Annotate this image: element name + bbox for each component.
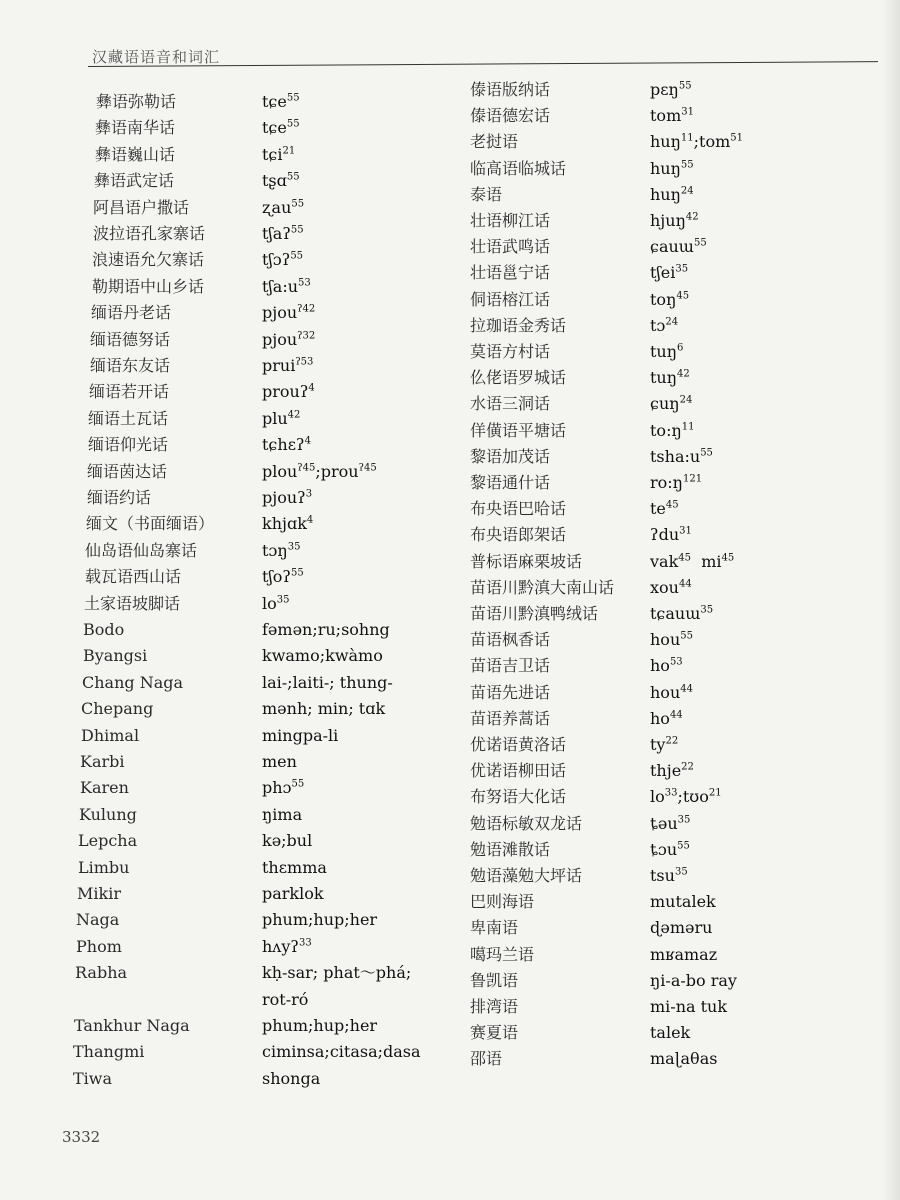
form-text: phum;hup;her — [262, 1016, 378, 1035]
form-text-alt: mi — [691, 551, 722, 571]
language-name: 壮语柳江话 — [470, 211, 551, 230]
page-number: 3332 — [62, 1128, 101, 1146]
tone-superscript: 4 — [306, 515, 314, 527]
page-edge-shadow — [882, 0, 900, 1200]
form-text: ho — [650, 708, 670, 728]
language-name: 苗语枫香话 — [470, 630, 551, 650]
tone-superscript: 55 — [286, 92, 300, 104]
word-form — [262, 752, 297, 772]
word-form — [650, 656, 683, 676]
tone-superscript: 45 — [665, 499, 679, 511]
form-text: pjouʔ — [262, 488, 306, 507]
word-form — [262, 567, 304, 587]
word-form — [650, 735, 678, 755]
form-text: prouʔ — [262, 382, 309, 402]
language-name: 巴则海语 — [470, 892, 535, 912]
word-form — [262, 514, 313, 534]
form-text: ty — [650, 735, 666, 754]
form-text: plou — [262, 461, 298, 481]
form-text: pjou — [262, 329, 298, 349]
tone-superscript: 55 — [291, 198, 305, 210]
language-name: 彝语南华话 — [95, 118, 176, 138]
language-name: 仫佬语罗城话 — [470, 368, 567, 388]
word-form — [262, 541, 300, 561]
word-form — [650, 159, 694, 179]
tone-superscript: 44 — [678, 578, 692, 590]
language-name: 缅语仰光话 — [88, 435, 169, 455]
form-text: talek — [650, 1023, 691, 1043]
language-name: 缅语土瓦话 — [88, 408, 169, 428]
language-name: 临高语临城话 — [470, 158, 567, 178]
word-form — [262, 858, 327, 878]
word-form — [262, 382, 315, 402]
form-text: tʃei — [650, 263, 676, 283]
language-name: Dhimal — [81, 725, 140, 745]
form-text: parklok — [262, 884, 324, 903]
tone-superscript: 55 — [286, 171, 300, 183]
tone-superscript: 35 — [674, 866, 688, 878]
tone-superscript: 55 — [291, 779, 305, 791]
word-form — [650, 368, 690, 388]
tone-superscript: 4 — [308, 383, 315, 395]
tone-superscript: 22 — [665, 735, 679, 747]
language-name: 鲁凯语 — [470, 970, 519, 990]
language-name: Karbi — [80, 752, 125, 771]
word-form — [262, 1042, 421, 1062]
word-form — [262, 224, 304, 244]
form-text: ŋima — [262, 804, 303, 824]
form-text: fəmən;ru;sohng — [262, 620, 390, 639]
word-form — [262, 673, 393, 693]
word-form — [650, 630, 693, 650]
tone-superscript: 55 — [286, 119, 300, 131]
form-text: hou — [650, 630, 681, 650]
word-form — [650, 578, 692, 598]
form-text: kḥ-sar; phat～phá; — [262, 963, 412, 983]
tone-superscript: 24 — [680, 185, 694, 197]
language-name: 缅语茵达话 — [87, 461, 168, 481]
language-name: 苗语吉卫话 — [470, 656, 551, 676]
language-name: 老挝语 — [470, 132, 519, 152]
tone-superscript: 42 — [685, 211, 699, 223]
form-text: to:ŋ — [650, 420, 682, 440]
tone-superscript: 35 — [677, 814, 691, 826]
language-name: 苗语川黔滇大南山话 — [470, 577, 615, 597]
word-form — [650, 185, 694, 205]
word-form — [650, 237, 707, 257]
form-text: kwamo;kwàmo — [262, 646, 383, 666]
form-text: tɕe — [262, 118, 287, 138]
word-form — [650, 892, 716, 912]
tone-superscript: ʔ42 — [297, 303, 316, 315]
tone-superscript: 44 — [669, 709, 683, 721]
form-text: huŋ — [650, 158, 681, 178]
word-form — [650, 683, 693, 703]
language-name: 拉珈语金秀话 — [470, 315, 567, 335]
form-text: tsha:u — [650, 446, 701, 466]
language-name: 载瓦语西山话 — [85, 567, 182, 587]
form-text: tʃoʔ — [262, 567, 291, 587]
form-text: tɕe — [262, 92, 287, 111]
word-form — [262, 1016, 377, 1036]
tone-superscript: 42 — [677, 368, 690, 380]
word-form — [262, 910, 377, 930]
form-text: ʔdu — [650, 525, 680, 545]
tone-superscript: 22 — [681, 761, 694, 773]
form-text: tʂɑ — [262, 171, 287, 191]
word-form — [650, 394, 692, 414]
language-name: 赛夏语 — [470, 1023, 519, 1043]
word-form — [650, 421, 695, 441]
tone-superscript-alt: ʔ45 — [358, 462, 377, 474]
word-form — [262, 198, 304, 218]
tone-superscript: 4 — [304, 435, 311, 447]
form-text: ɕauɯ — [650, 237, 694, 257]
form-text: mutalek — [650, 892, 716, 912]
form-text: tɕi — [262, 144, 283, 164]
word-form — [650, 709, 683, 729]
language-name: 缅语德努话 — [90, 329, 171, 349]
form-text: prui — [262, 356, 296, 375]
form-text: mingpa-li — [262, 725, 339, 745]
form-text: kə;bul — [262, 831, 313, 851]
language-name: 布央语巴哈话 — [470, 499, 567, 519]
language-name: 邵语 — [470, 1049, 503, 1069]
form-text-alt: ;tʊo — [677, 787, 709, 807]
language-name: 傣语德宏话 — [470, 106, 551, 126]
language-name: 莫语方村话 — [470, 342, 551, 361]
tone-superscript: 11 — [680, 133, 694, 145]
language-name: 缅文（书面缅语） — [86, 514, 215, 534]
form-text: pjou — [262, 303, 298, 323]
form-text: tɔŋ — [262, 540, 288, 560]
language-name: 勉语藻勉大坪话 — [470, 866, 583, 885]
form-text: shonga — [262, 1068, 321, 1088]
language-name: 缅语丹老话 — [91, 303, 172, 323]
word-form — [262, 171, 300, 191]
form-text-alt: ;prou — [315, 461, 359, 481]
language-name: 水语三洞话 — [470, 394, 551, 414]
form-text-alt: ;tom — [693, 132, 731, 152]
language-name: 布央语郎架话 — [470, 525, 567, 545]
form-text: ʐau — [262, 197, 292, 217]
word-form — [650, 132, 743, 152]
form-text: ɖəməru — [650, 918, 713, 938]
word-form — [650, 499, 679, 519]
word-form — [650, 918, 712, 938]
tone-superscript: 42 — [287, 409, 301, 421]
tone-superscript: 3 — [305, 488, 313, 500]
language-name: Byangsi — [83, 646, 148, 666]
language-name: 波拉语孔家寨话 — [93, 224, 206, 243]
language-name: 勒期语中山乡话 — [92, 276, 205, 296]
word-form — [262, 462, 377, 482]
word-form — [262, 92, 300, 112]
language-name: 优诺语黄洛话 — [470, 735, 567, 754]
word-form — [650, 106, 694, 126]
language-name: 布努语大化话 — [470, 787, 567, 807]
form-text: plu — [262, 408, 288, 428]
language-name: Karen — [80, 778, 129, 798]
word-form — [262, 726, 338, 746]
language-name: 壮语武鸣话 — [470, 237, 551, 257]
language-name: 缅语若开话 — [89, 382, 170, 402]
form-text: xou — [650, 577, 679, 597]
tone-superscript: 45 — [676, 290, 690, 302]
word-form — [262, 884, 324, 904]
tone-superscript: 55 — [693, 237, 707, 249]
tone-superscript: ʔ32 — [297, 330, 316, 342]
language-name: 仙岛语仙岛寨话 — [85, 540, 198, 560]
word-form — [650, 866, 688, 886]
word-form — [262, 778, 304, 798]
language-name: 缅语约话 — [87, 488, 152, 507]
word-form — [262, 250, 303, 270]
language-name: 苗语养蒿话 — [470, 708, 551, 728]
language-name: 勉语滩散话 — [470, 839, 551, 859]
word-form — [262, 963, 411, 983]
form-text: tom — [650, 106, 682, 126]
form-text: hou — [650, 682, 681, 702]
language-name: 彝语弥勒话 — [96, 92, 177, 111]
form-text: pɛŋ — [650, 80, 679, 99]
form-text: maɭaθas — [650, 1049, 718, 1069]
word-form — [262, 937, 312, 957]
language-name: 侗语榕江话 — [470, 289, 551, 309]
language-name: 卑南语 — [470, 918, 519, 938]
tone-superscript: 121 — [682, 473, 703, 485]
word-form — [650, 473, 702, 493]
word-form — [262, 1069, 320, 1089]
form-text: tuŋ — [650, 342, 678, 361]
form-text: tuŋ — [650, 368, 678, 388]
word-form — [650, 290, 689, 310]
tone-superscript: 33 — [298, 937, 312, 949]
word-form — [262, 831, 312, 851]
form-text: ho — [650, 656, 670, 676]
tone-superscript: 21 — [282, 145, 296, 157]
tone-superscript: 31 — [679, 526, 692, 538]
form-text: ro:ŋ — [650, 473, 683, 492]
language-name: 阿昌语户撒话 — [93, 197, 190, 217]
word-form — [650, 211, 699, 231]
form-text: thje — [650, 761, 682, 781]
language-name: 傣语版纳话 — [470, 80, 551, 99]
tone-superscript: ʔ45 — [297, 462, 316, 474]
form-text: mʁamaz — [650, 944, 718, 964]
word-form — [650, 1023, 690, 1043]
language-name: Lepcha — [78, 831, 138, 851]
language-name: 浪速语允欠寨话 — [92, 250, 205, 270]
language-name: 缅语东友话 — [90, 356, 171, 375]
form-text: ciminsa;citasa;dasa — [262, 1042, 421, 1062]
form-text: phɔ — [262, 778, 292, 798]
form-text: lo — [650, 787, 665, 807]
language-name: 土家语坡脚话 — [84, 593, 181, 613]
word-form — [650, 525, 692, 545]
word-form — [262, 409, 300, 429]
language-name: 壮语邕宁话 — [470, 263, 551, 283]
language-name: 苗语川黔滇鸭绒话 — [470, 604, 599, 623]
form-text: khjɑk — [262, 514, 307, 534]
language-name: 优诺语柳田话 — [470, 761, 567, 781]
form-text: thɛmma — [262, 857, 327, 877]
word-form — [650, 1049, 717, 1069]
form-text: te — [650, 499, 666, 519]
language-name: Tankhur Naga — [74, 1016, 190, 1035]
form-text: rot-ró — [262, 989, 309, 1009]
tone-superscript-alt: 45 — [721, 552, 735, 564]
tone-superscript: 55 — [677, 840, 690, 852]
word-form — [650, 316, 678, 336]
form-text: vak — [650, 551, 679, 571]
language-name: 黎语通什话 — [470, 473, 551, 492]
tone-superscript: 55 — [290, 224, 304, 236]
tone-superscript: 35 — [675, 264, 689, 276]
word-form — [262, 303, 315, 323]
tone-superscript: 31 — [681, 106, 694, 118]
language-name: 苗语先进话 — [470, 682, 551, 702]
tone-superscript: 35 — [287, 541, 301, 553]
form-text: hʌyʔ — [262, 936, 299, 956]
running-header: 汉藏语语音和词汇 — [92, 48, 221, 66]
language-name: Mikir — [77, 884, 121, 903]
form-text: ɕuŋ — [650, 394, 680, 414]
tone-superscript: 24 — [665, 316, 679, 328]
form-text: lo — [262, 593, 277, 613]
word-form — [650, 552, 734, 572]
form-text: huŋ — [650, 184, 681, 204]
language-name: 黎语加茂话 — [470, 446, 551, 466]
tone-superscript: 55 — [290, 567, 304, 579]
form-text: ȶəu — [650, 813, 678, 833]
language-name: Kulung — [79, 804, 137, 824]
word-form — [262, 646, 383, 666]
tone-superscript: ʔ53 — [295, 356, 314, 368]
word-form — [262, 488, 312, 508]
language-name: Chepang — [81, 699, 154, 719]
tone-superscript: 33 — [664, 788, 678, 800]
language-name: Naga — [76, 910, 120, 930]
form-text: hjuŋ — [650, 211, 686, 230]
word-form — [262, 594, 289, 614]
form-text: tɔ — [650, 315, 666, 335]
tone-superscript: 55 — [700, 447, 713, 459]
word-form — [262, 118, 300, 138]
form-text: mənh; min; tɑk — [262, 699, 386, 719]
word-form — [650, 604, 713, 624]
word-form — [650, 80, 692, 100]
word-form — [262, 699, 385, 719]
form-text: mi-na tuk — [650, 997, 728, 1016]
word-form — [650, 761, 694, 781]
form-text: huŋ — [650, 132, 681, 152]
tone-superscript: 45 — [678, 552, 692, 564]
language-name: 噶玛兰语 — [470, 944, 535, 964]
word-form — [650, 447, 713, 467]
word-form — [650, 997, 727, 1017]
form-text: men — [262, 752, 297, 771]
tone-superscript: 53 — [298, 277, 311, 289]
word-form — [650, 787, 722, 807]
form-text: tʃɔʔ — [262, 250, 291, 270]
tone-superscript: 55 — [680, 630, 693, 642]
word-form — [262, 805, 302, 825]
word-form — [262, 620, 390, 640]
tone-superscript: 35 — [276, 594, 290, 606]
word-form — [262, 356, 313, 376]
language-name: Chang Naga — [82, 672, 184, 692]
word-form — [650, 971, 737, 991]
tone-superscript: 35 — [700, 604, 714, 616]
language-name: 排湾语 — [470, 997, 519, 1016]
tone-superscript: 55 — [678, 80, 692, 92]
word-form — [262, 330, 315, 350]
language-name: Tiwa — [73, 1068, 113, 1088]
form-text: toŋ — [650, 289, 677, 309]
language-name: 佯僙语平塘话 — [470, 420, 567, 440]
form-text: tʃaʔ — [262, 224, 291, 243]
word-form — [262, 277, 311, 297]
form-text: tʃa:u — [262, 276, 299, 296]
word-form — [262, 990, 308, 1010]
tone-superscript: 24 — [679, 395, 693, 407]
form-text: ŋi-a-bo ray — [650, 970, 737, 990]
tone-superscript-alt: 51 — [730, 133, 744, 145]
language-name: Bodo — [83, 620, 125, 639]
form-text: phum;hup;her — [262, 910, 378, 930]
tone-superscript: 6 — [677, 342, 684, 354]
word-form — [262, 435, 311, 455]
tone-superscript: 55 — [680, 159, 694, 171]
word-form — [650, 342, 683, 362]
word-form — [650, 814, 690, 834]
language-name: Phom — [76, 936, 122, 956]
tone-superscript: 11 — [681, 421, 695, 433]
word-form — [650, 263, 688, 283]
form-text: tɕauɯ — [650, 604, 701, 623]
form-text: ȶɔu — [650, 839, 678, 859]
form-text: tsu — [650, 866, 675, 885]
language-name: 勉语标敏双龙话 — [470, 813, 583, 833]
language-name: 泰语 — [470, 184, 503, 204]
language-name: Rabha — [75, 963, 128, 983]
form-text: lai-;laiti-; thung- — [262, 672, 393, 692]
word-form — [262, 145, 295, 165]
tone-superscript-alt: 21 — [708, 788, 722, 800]
language-name: 彝语巍山话 — [95, 144, 176, 164]
language-name: Limbu — [78, 857, 130, 877]
tone-superscript: 53 — [669, 657, 683, 669]
language-name: Thangmi — [73, 1042, 145, 1062]
form-text: tɕhɛʔ — [262, 435, 305, 455]
tone-superscript: 55 — [290, 251, 304, 263]
word-form — [650, 945, 717, 965]
language-name: 彝语武定话 — [94, 171, 175, 191]
word-form — [650, 840, 690, 860]
tone-superscript: 44 — [680, 683, 693, 695]
language-name: 普标语麻栗坡话 — [470, 551, 583, 571]
